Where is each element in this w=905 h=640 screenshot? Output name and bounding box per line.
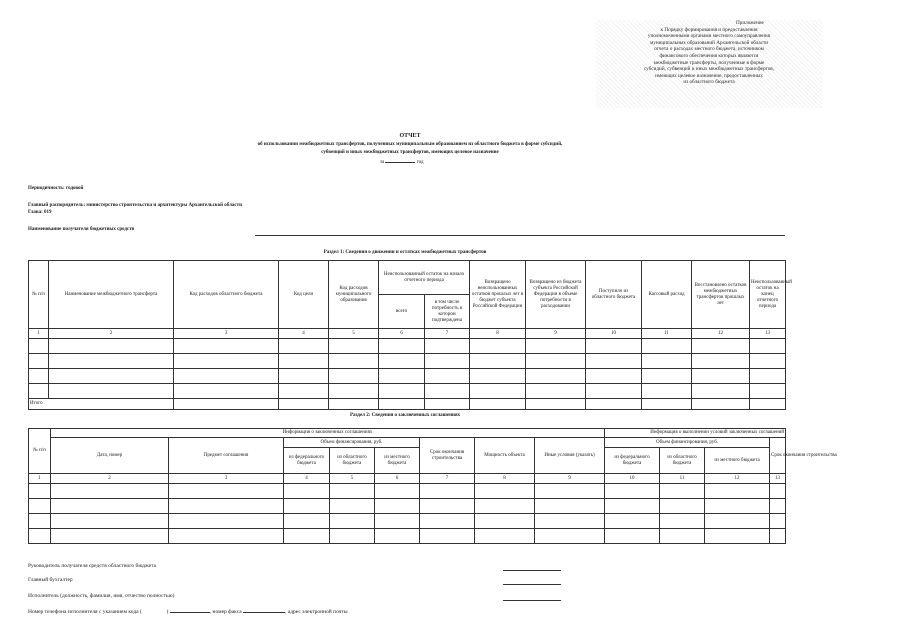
section2-table (28, 428, 837, 544)
table-cell[interactable] (586, 369, 642, 384)
table-cell[interactable] (425, 354, 470, 369)
s1-col-received: Поступило из областного бюджета (586, 261, 642, 329)
table-row (29, 499, 786, 514)
report-title: ОТЧЕТ (399, 133, 421, 139)
period-suffix: год (416, 160, 424, 165)
s1-col-name: Наименование межбюджетного трансферта (49, 261, 174, 329)
table-cell[interactable] (420, 514, 475, 529)
table-cell[interactable] (470, 369, 526, 384)
table-cell[interactable] (174, 384, 279, 399)
s1-num-cell: 7 (425, 329, 470, 339)
table-cell[interactable] (750, 354, 786, 369)
table-cell[interactable] (642, 354, 692, 369)
s1-col-goal-code: Код цели (279, 261, 329, 329)
table-cell[interactable] (169, 529, 284, 544)
table-cell[interactable] (284, 484, 330, 499)
signature-executor-field[interactable] (503, 600, 561, 601)
appendix-note (596, 20, 822, 108)
s2-group-info: Информация о заключенных соглашениях (51, 429, 605, 438)
s2-col-loc-2: из местного бюджета (705, 448, 770, 474)
signature-head-label: Руководитель получателя средств областного бюджета (28, 563, 157, 569)
table-cell[interactable] (29, 499, 51, 514)
table-cell[interactable] (526, 339, 586, 354)
table-row (29, 514, 786, 529)
table-cell[interactable] (279, 384, 329, 399)
s1-col-budget-code: Код расходов областного бюджета (174, 261, 279, 329)
table-cell[interactable] (705, 514, 770, 529)
s1-col-unused-start: Неиспользованный остаток на начало отчетного периода (379, 261, 470, 295)
signature-accountant-field[interactable] (503, 584, 561, 585)
table-row (29, 484, 786, 499)
table-cell[interactable] (470, 339, 526, 354)
table-cell[interactable] (535, 529, 605, 544)
table-cell[interactable] (169, 499, 284, 514)
table-cell[interactable] (425, 399, 470, 410)
table-cell[interactable] (692, 339, 750, 354)
table-cell[interactable] (329, 339, 379, 354)
s1-col-unused-end: Неиспользованный остаток на конец отчетного периода (750, 261, 786, 329)
appendix-line: из областного бюджета (683, 79, 735, 86)
table-row (29, 369, 786, 384)
s2-num-cell: 8 (475, 474, 535, 484)
table-cell[interactable] (660, 484, 705, 499)
recipient-label: Наименование получателя бюджетных средств (28, 227, 135, 232)
table-cell[interactable] (29, 369, 49, 384)
s1-col-restored: Восстановлено остатков межбюджетных трансфертов прошлых лет (692, 261, 750, 329)
table-cell[interactable] (605, 499, 660, 514)
table-cell[interactable] (642, 369, 692, 384)
signature-accountant-label: Главный бухгалтер (28, 577, 73, 583)
table-cell[interactable] (330, 529, 375, 544)
appendix-line: уполномоченными органами местного самоуправления (647, 33, 771, 40)
s2-num-cell: 12 (705, 474, 770, 484)
section1-table (28, 260, 792, 410)
s1-num-cell: 4 (279, 329, 329, 339)
table-cell[interactable] (750, 339, 786, 354)
chapter: Глава: 019 (28, 210, 52, 215)
table-cell[interactable] (535, 484, 605, 499)
s1-col-municipal-code: Код расходов муниципального образования (329, 261, 379, 329)
table-cell[interactable] (470, 399, 526, 410)
table-cell[interactable] (420, 529, 475, 544)
appendix-line: отчета о расходах местного бюджета, источником (654, 46, 764, 53)
recipient-field[interactable] (255, 235, 785, 236)
table-cell[interactable] (379, 339, 425, 354)
phone-paren: ) (166, 609, 169, 615)
s2-num-cell: 6 (375, 474, 420, 484)
table-cell[interactable] (692, 384, 750, 399)
s1-num-cell: 5 (329, 329, 379, 339)
s2-col-subject: Предмет соглашения (169, 438, 284, 474)
s2-num-cell: 7 (420, 474, 475, 484)
appendix-line: имеющих целевое назначение, предоставленных (655, 72, 763, 79)
table-cell[interactable] (329, 369, 379, 384)
table-cell[interactable] (174, 399, 279, 410)
table-cell[interactable] (51, 484, 169, 499)
fax-label: , номер факса (209, 609, 242, 615)
table-cell[interactable] (51, 499, 169, 514)
table-cell[interactable] (279, 399, 329, 410)
appendix-line: межбюджетные трансферты, полученные в форме (653, 59, 765, 66)
table-cell[interactable] (425, 384, 470, 399)
table-cell[interactable] (29, 514, 51, 529)
table-cell[interactable] (750, 369, 786, 384)
table-cell[interactable] (279, 339, 329, 354)
table-cell[interactable] (692, 354, 750, 369)
s2-num-cell: 4 (284, 474, 330, 484)
table-cell[interactable] (586, 354, 642, 369)
table-cell[interactable] (425, 369, 470, 384)
s2-num-cell: 9 (535, 474, 605, 484)
table-cell[interactable] (770, 484, 786, 499)
s2-col-term-2: Срок окончания строительства (770, 438, 786, 474)
main-manager: Главный распорядитель: министерство строительства и архитектуры Архангельской области (28, 203, 242, 208)
s1-num-cell: 9 (526, 329, 586, 339)
table-cell[interactable] (330, 499, 375, 514)
s2-num-cell: 1 (29, 474, 51, 484)
table-cell[interactable] (51, 529, 169, 544)
table-cell[interactable] (526, 384, 586, 399)
table-cell[interactable] (49, 384, 174, 399)
s2-num-cell: 5 (330, 474, 375, 484)
table-cell[interactable] (29, 339, 49, 354)
table-cell[interactable] (284, 529, 330, 544)
table-cell[interactable] (642, 339, 692, 354)
table-row (29, 384, 786, 399)
table-cell[interactable] (475, 499, 535, 514)
section2-title: Раздел 2: Сведения о заключенных соглашениях (349, 413, 461, 418)
table-cell[interactable] (330, 484, 375, 499)
table-cell[interactable] (535, 514, 605, 529)
table-cell[interactable] (475, 529, 535, 544)
s1-col-unused-total: всего (379, 295, 425, 329)
table-cell[interactable] (660, 529, 705, 544)
appendix-line: Приложение (736, 20, 764, 26)
s1-col-returned-need: Возвращено из бюджета субъекта Российской Федерации в объеме потребности в расходовании (526, 261, 586, 329)
table-cell[interactable] (470, 354, 526, 369)
s2-number-row (29, 474, 786, 484)
total-label: Итого (29, 399, 174, 410)
table-cell[interactable] (379, 354, 425, 369)
table-cell[interactable] (284, 499, 330, 514)
email-label: , адрес электронной почты (285, 609, 348, 615)
table-cell[interactable] (29, 354, 49, 369)
table-cell[interactable] (770, 514, 786, 529)
s1-num-cell: 12 (692, 329, 750, 339)
table-cell[interactable] (169, 514, 284, 529)
contact-line (28, 609, 348, 615)
table-cell[interactable] (379, 369, 425, 384)
table-cell[interactable] (329, 399, 379, 410)
table-cell[interactable] (692, 399, 750, 410)
table-cell[interactable] (660, 514, 705, 529)
s1-num-cell: 1 (29, 329, 49, 339)
table-cell[interactable] (174, 339, 279, 354)
table-cell[interactable] (470, 384, 526, 399)
phone-number-field[interactable] (170, 612, 210, 613)
table-cell[interactable] (750, 399, 786, 410)
table-row (29, 339, 786, 354)
table-cell[interactable] (526, 369, 586, 384)
table-cell[interactable] (475, 484, 535, 499)
table-cell[interactable] (692, 369, 750, 384)
s2-col-reg: из областного бюджета (330, 448, 375, 474)
table-cell[interactable] (705, 529, 770, 544)
report-subtitle-1: об использовании межбюджетных трансфертов, полученных муниципальным образованием из областного бюджета в форме субсидий, (257, 142, 563, 147)
table-cell[interactable] (586, 339, 642, 354)
s1-num-cell: 2 (49, 329, 174, 339)
table-cell[interactable] (605, 529, 660, 544)
s2-num-cell: 11 (660, 474, 705, 484)
periodicity: Периодичность: годовой (28, 186, 84, 191)
table-cell[interactable] (29, 484, 51, 499)
table-cell[interactable] (425, 339, 470, 354)
s2-col-num: № п/п (29, 429, 51, 474)
table-cell[interactable] (750, 384, 786, 399)
appendix-line: муниципальных образований Архангельской области (649, 39, 769, 46)
s1-col-cash: Кассовый расход (642, 261, 692, 329)
report-period (380, 160, 424, 165)
s1-col-num: № п/п (29, 261, 49, 329)
s2-col-fed: из федерального бюджета (284, 448, 330, 474)
s1-num-cell: 11 (642, 329, 692, 339)
period-year-field[interactable] (385, 162, 415, 163)
table-cell[interactable] (49, 339, 174, 354)
period-prefix: за (380, 160, 385, 165)
appendix-line: субсидий, субвенций и иных межбюджетных трансфертов, (643, 66, 775, 73)
table-row (29, 354, 786, 369)
table-cell[interactable] (420, 484, 475, 499)
s2-num-cell: 3 (169, 474, 284, 484)
s1-number-row (29, 329, 786, 339)
report-subtitle-2: субвенций и иных межбюджетных трансфертов, имеющих целевое назначение (321, 150, 499, 155)
table-cell[interactable] (375, 499, 420, 514)
table-cell[interactable] (49, 369, 174, 384)
table-cell[interactable] (279, 354, 329, 369)
signature-executor-label: Исполнитель (должность, фамилия, имя, отчество полностью) (28, 593, 175, 599)
table-row (29, 529, 786, 544)
s2-col-other: Иные условия (указать) (535, 438, 605, 474)
s2-col-date: Дата, номер (51, 438, 169, 474)
table-cell[interactable] (329, 354, 379, 369)
table-cell[interactable] (379, 399, 425, 410)
table-cell[interactable] (379, 384, 425, 399)
table-cell[interactable] (329, 384, 379, 399)
table-cell[interactable] (605, 484, 660, 499)
table-cell[interactable] (169, 484, 284, 499)
table-cell[interactable] (770, 529, 786, 544)
table-cell[interactable] (475, 514, 535, 529)
table-cell[interactable] (660, 499, 705, 514)
table-cell[interactable] (586, 384, 642, 399)
s2-col-capacity: Мощность объекта (475, 438, 535, 474)
s1-num-cell: 8 (470, 329, 526, 339)
table-cell[interactable] (705, 499, 770, 514)
table-cell[interactable] (330, 514, 375, 529)
table-cell[interactable] (605, 514, 660, 529)
phone-label: Номер телефона исполнителя с указанием кода ( (28, 609, 142, 615)
signature-head-field[interactable] (503, 570, 561, 571)
s1-col-returned-unused: Возвращено неиспользованных остатков прошлых лет в бюджет субъекта Российской Федерации (470, 261, 526, 329)
s2-col-fed-2: из федерального бюджета (605, 448, 660, 474)
s2-num-cell: 2 (51, 474, 169, 484)
s2-group-financing: Объем финансирования, руб. (284, 438, 420, 448)
table-cell[interactable] (642, 384, 692, 399)
table-cell[interactable] (526, 354, 586, 369)
s1-num-cell: 10 (586, 329, 642, 339)
table-cell[interactable] (375, 484, 420, 499)
table-cell[interactable] (375, 529, 420, 544)
table-cell[interactable] (284, 514, 330, 529)
s2-num-cell: 10 (605, 474, 660, 484)
table-cell[interactable] (420, 499, 475, 514)
s1-num-cell: 3 (174, 329, 279, 339)
table-cell[interactable] (279, 369, 329, 384)
table-cell[interactable] (174, 354, 279, 369)
total-row (29, 399, 786, 410)
table-cell[interactable] (174, 369, 279, 384)
s1-num-cell: 6 (379, 329, 425, 339)
table-cell[interactable] (770, 499, 786, 514)
section1-title: Раздел 1: Сведения о движении и остатках межбюджетных трансфертов (323, 250, 487, 255)
table-cell[interactable] (29, 529, 51, 544)
s2-col-loc: из местного бюджета (375, 448, 420, 474)
s2-group-exec: Информация о выполнении условий заключенных соглашений (605, 429, 786, 438)
s1-col-unused-need: в том числе потребность в котором подтверждена (425, 295, 470, 329)
table-cell[interactable] (51, 514, 169, 529)
s2-group-financing-2: Объем финансирования, руб. (605, 438, 770, 448)
fax-field[interactable] (243, 612, 285, 613)
s1-num-cell: 13 (750, 329, 786, 339)
s2-col-reg-2: из областного бюджета (660, 448, 705, 474)
table-cell[interactable] (642, 399, 692, 410)
table-cell[interactable] (29, 384, 49, 399)
table-cell[interactable] (526, 399, 586, 410)
appendix-line: к Порядку формирования и предоставления (660, 26, 758, 33)
table-cell[interactable] (375, 514, 420, 529)
table-cell[interactable] (705, 484, 770, 499)
appendix-line: финансового обеспечения которых являются (659, 52, 759, 59)
table-cell[interactable] (586, 399, 642, 410)
table-cell[interactable] (49, 354, 174, 369)
s2-col-term: Срок окончания строительства (420, 438, 475, 474)
table-cell[interactable] (535, 499, 605, 514)
s2-num-cell: 13 (770, 474, 786, 484)
